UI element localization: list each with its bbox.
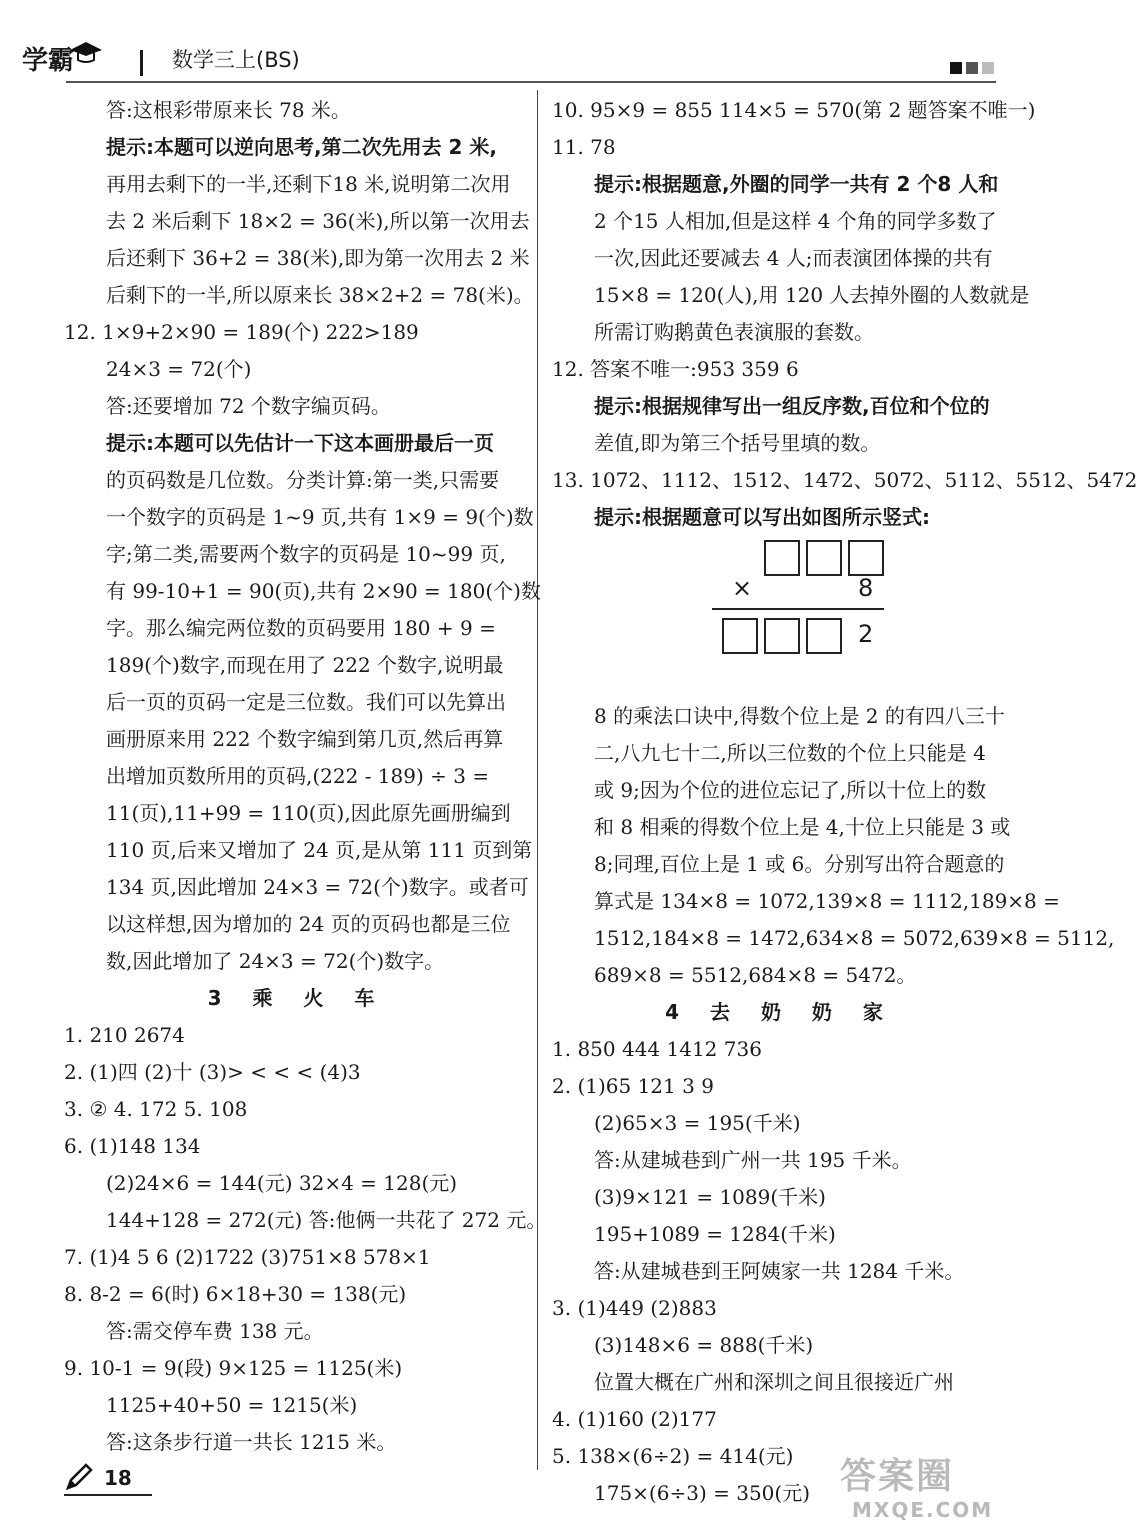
hint-line: 提示:根据规律写出一组反序数,百位和个位的 [594,394,990,418]
answer-line: (3)9×121 = 1089(千米) [594,1185,826,1209]
hint-line: 一次,因此还要减去 4 人;而表演团体操的共有 [594,246,993,270]
right-column [552,92,1137,1512]
hint-line: 差值,即为第三个括号里填的数。 [594,431,881,455]
hint-line: 出增加页数所用的页码,(222 - 189) ÷ 3 = [106,764,490,788]
hint-line: 后剩下的一半,所以原来长 38×2+2 = 78(米)。 [106,283,534,307]
section-title-4: 4 去 奶 奶 家 [665,1000,895,1024]
hint-line: 有 99-10+1 = 90(页),共有 2×90 = 180(个)数 [106,579,541,603]
blank-box [806,540,842,576]
answer-line: 24×3 = 72(个) [106,357,252,381]
hint-line: 提示:根据题意,外圈的同学一共有 2 个8 人和 [594,172,999,196]
hint-line: 和 8 相乘的得数个位上是 4,十位上只能是 3 或 [594,815,1011,839]
figure-rule [712,608,884,610]
answer-line: 195+1089 = 1284(千米) [594,1222,836,1246]
hint-line: 二,八九七十二,所以三位数的个位上只能是 4 [594,741,986,765]
answer-line: 答:这根彩带原来长 78 米。 [106,98,351,122]
hint-line: 8 的乘法口诀中,得数个位上是 2 的有四八三十 [594,704,1005,728]
hint-line: 后一页的页码一定是三位数。我们可以先算出 [106,690,506,714]
watermark-text: 答案圈 [840,1456,955,1497]
page-number: 18 [104,1466,132,1490]
watermark [840,1448,1000,1532]
page-header [0,0,1010,82]
left-column [64,92,547,1461]
footer-rule [64,1494,152,1496]
question-1: 1. 850 444 1412 736 [552,1037,762,1061]
question-2: 2. (1)65 121 3 9 [552,1074,714,1098]
question-12: 12. 1×9+2×90 = 189(个) 222>189 [64,320,419,344]
question-3-5: 3. ② 4. 172 5. 108 [64,1097,248,1121]
blank-box [722,618,758,654]
vertical-multiplication-figure [552,536,1008,698]
hint-line: 所需订购鹅黄色表演服的套数。 [594,320,874,344]
question-7: 7. (1)4 5 6 (2)1722 (3)751×8 578×1 [64,1245,431,1269]
hint-line: 算式是 134×8 = 1072,139×8 = 1112,189×8 = [594,889,1060,913]
brand-name: 学霸 [22,46,75,76]
answer-line: (2)24×6 = 144(元) 32×4 = 128(元) [106,1171,458,1195]
question-12: 12. 答案不唯一:953 359 6 [552,357,799,381]
multiplier-digit: 8 [858,574,874,602]
hint-line: 的页码数是几位数。分类计算:第一类,只需要 [106,468,500,492]
answer-line: (3)148×6 = 888(千米) [594,1333,814,1357]
hint-line: 689×8 = 5512,684×8 = 5472。 [594,963,917,987]
hint-line: 提示:根据题意可以写出如图所示竖式: [594,505,930,529]
hint-line: 提示:本题可以逆向思考,第二次先用去 2 米, [106,135,498,159]
watermark-url: MXQE.COM [852,1498,994,1522]
answer-line: 答:需交停车费 138 元。 [106,1319,324,1343]
pencil-icon [64,1462,94,1492]
question-3: 3. (1)449 (2)883 [552,1296,717,1320]
question-4: 4. (1)160 (2)177 [552,1407,717,1431]
hint-line: 去 2 米后剩下 18×2 = 36(米),所以第一次用去 [106,209,530,233]
hint-line: 提示:本题可以先估计一下这本画册最后一页 [106,431,494,455]
hint-line: 数,因此增加了 24×3 = 72(个)数字。 [106,949,445,973]
hint-line: 8;同理,百位上是 1 或 6。分别写出符合题意的 [594,852,1005,876]
blank-box [764,618,800,654]
hint-line: 1512,184×8 = 1472,634×8 = 5072,639×8 = 5112, [594,926,1115,950]
hint-line: 134 页,因此增加 24×3 = 72(个)数字。或者可 [106,875,529,899]
header-square-light [982,62,994,74]
question-1: 1. 210 2674 [64,1023,185,1047]
hint-line: 110 页,后来又增加了 24 页,是从第 111 页到第 [106,838,533,862]
hint-line: 画册原来用 222 个数字编到第几页,然后再算 [106,727,504,751]
question-10: 10. 95×9 = 855 114×5 = 570(第 2 题答案不唯一) [552,98,1036,122]
hint-line: 字。那么编完两位数的页码要用 180 + 9 = [106,616,496,640]
question-6: 6. (1)148 134 [64,1134,201,1158]
answer-line: 位置大概在广州和深圳之间且很接近广州 [594,1370,954,1394]
book-title: 数学三上(BS) [172,48,300,72]
answer-line: (2)65×3 = 195(千米) [594,1111,801,1135]
page-footer [64,1460,154,1500]
column-divider [537,90,538,1470]
question-8: 8. 8-2 = 6(时) 6×18+30 = 138(元) [64,1282,407,1306]
result-digit: 2 [858,620,874,648]
header-divider [140,50,143,76]
header-square-mid [966,62,978,74]
hint-line: 以这样想,因为增加的 24 页的页码也都是三位 [106,912,511,936]
times-sign: × [732,574,753,602]
section-title-3: 3 乘 火 车 [207,986,387,1010]
answer-line: 144+128 = 272(元) 答:他俩一共花了 272 元。 [106,1208,547,1232]
blank-box [848,540,884,576]
hint-line: 15×8 = 120(人),用 120 人去掉外圈的人数就是 [594,283,1030,307]
answer-line: 答:从建城巷到王阿姨家一共 1284 千米。 [594,1259,965,1283]
answer-line: 答:还要增加 72 个数字编页码。 [106,394,391,418]
blank-box [806,618,842,654]
question-9: 9. 10-1 = 9(段) 9×125 = 1125(米) [64,1356,403,1380]
hint-line: 189(个)数字,而现在用了 222 个数字,说明最 [106,653,504,677]
header-square-dark [950,62,962,74]
answer-line: 答:从建城巷到广州一共 195 千米。 [594,1148,912,1172]
question-13: 13. 1072、1112、1512、1472、5072、5112、5512、5472 [552,468,1137,492]
hint-line: 一个数字的页码是 1~9 页,共有 1×9 = 9(个)数 [106,505,534,529]
hint-line: 再用去剩下的一半,还剩下18 米,说明第二次用 [106,172,511,196]
blank-box [764,540,800,576]
brand-logo [66,38,158,82]
answer-line: 1125+40+50 = 1215(米) [106,1393,358,1417]
question-2: 2. (1)四 (2)十 (3)> < < < (4)3 [64,1060,361,1084]
hint-line: 11(页),11+99 = 110(页),因此原先画册编到 [106,801,511,825]
hint-line: 或 9;因为个位的进位忘记了,所以十位上的数 [594,778,987,802]
question-11: 11. 78 [552,135,616,159]
header-rule [66,81,996,83]
hint-line: 2 个15 人相加,但是这样 4 个角的同学多数了 [594,209,997,233]
answer-line: 答:这条步行道一共长 1215 米。 [106,1430,397,1454]
question-5: 5. 138×(6÷2) = 414(元) [552,1444,794,1468]
answer-line: 175×(6÷3) = 350(元) [594,1481,810,1505]
hint-line: 字;第二类,需要两个数字的页码是 10~99 页, [106,542,506,566]
hint-line: 后还剩下 36+2 = 38(米),即为第一次用去 2 米 [106,246,530,270]
